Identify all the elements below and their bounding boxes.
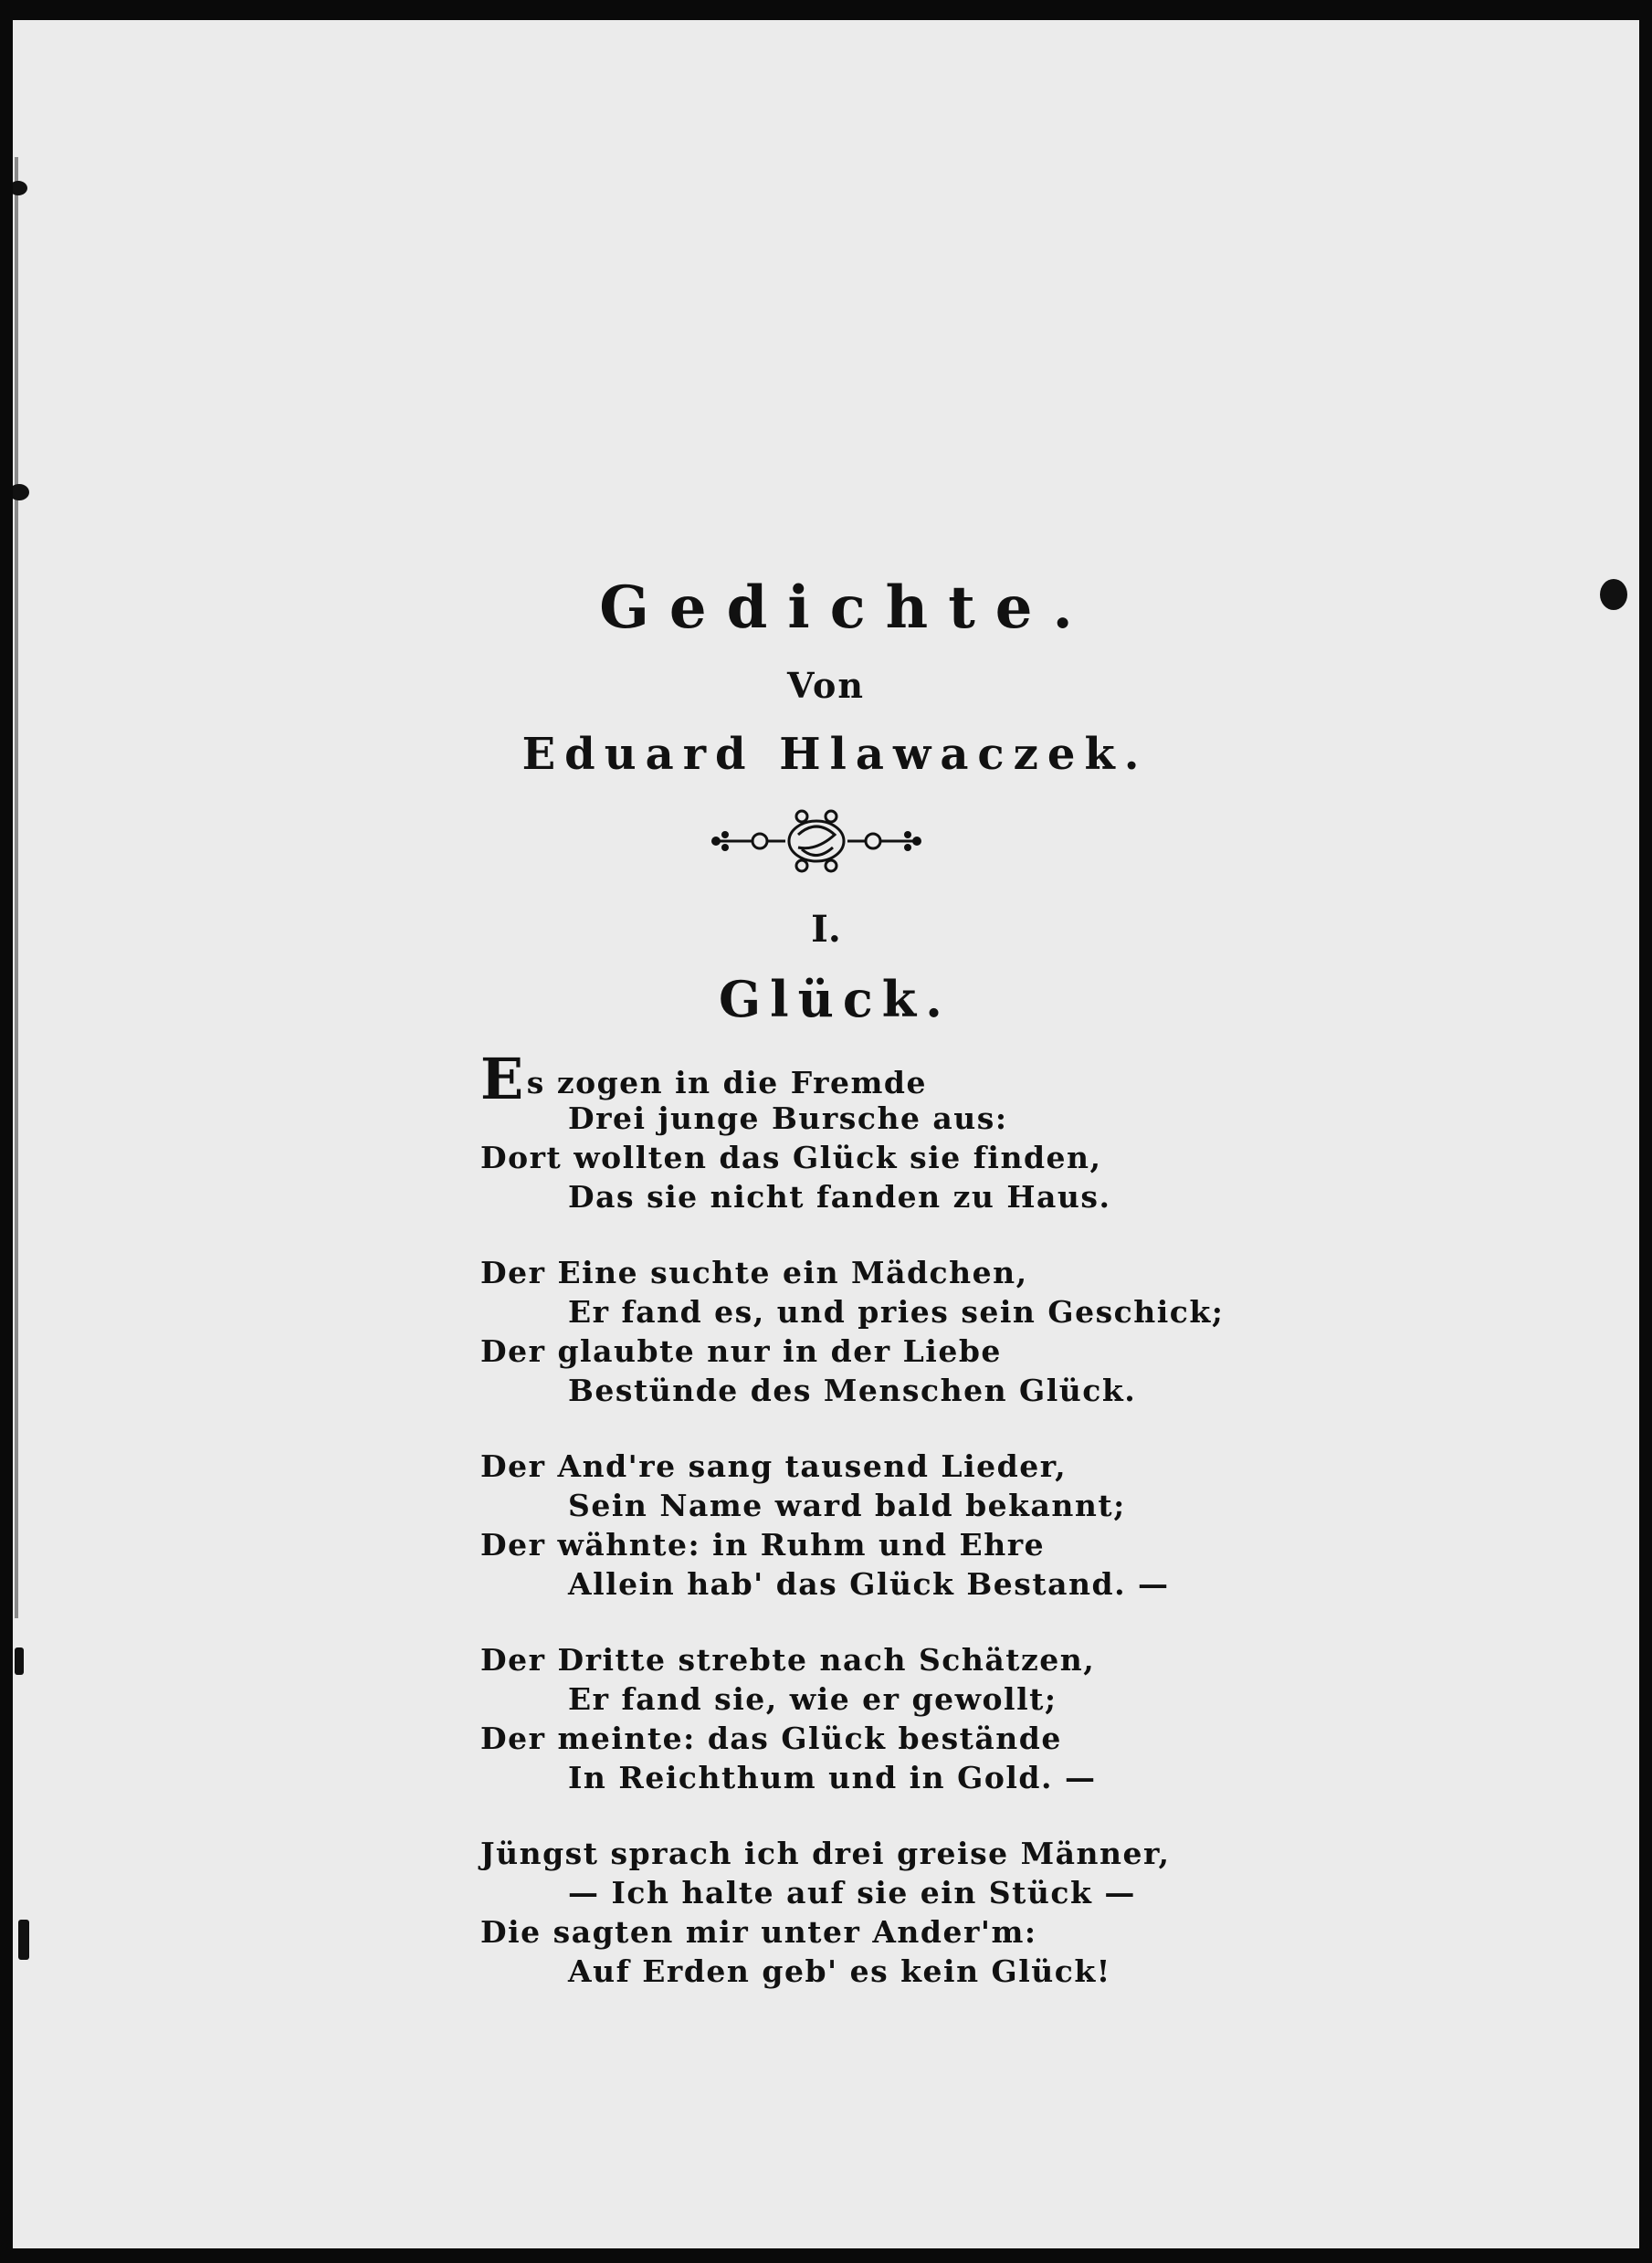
book-page <box>13 20 1639 2248</box>
poem-line: Jüngst sprach ich drei greise Männer, <box>480 1836 1171 1871</box>
poem-line-text: s zogen in die Fremde <box>526 1065 927 1100</box>
poem-line: Das sie nicht fanden zu Haus. <box>568 1179 1111 1215</box>
stanza <box>480 1640 1211 1797</box>
poem-line: In Reichthum und in Gold. — <box>568 1760 1097 1795</box>
poem-line: Sein Name ward bald bekannt; <box>568 1488 1126 1523</box>
stanza <box>480 1447 1211 1604</box>
byline: Von <box>787 665 865 706</box>
author-name: Eduard Hlawaczek. <box>521 729 1149 780</box>
poem-body <box>480 1046 1225 2027</box>
poem-line: Bestünde des Menschen Glück. <box>568 1373 1137 1408</box>
poem-line <box>480 1046 1211 1112</box>
margin-mark <box>18 1920 29 1960</box>
stanza <box>480 1834 1211 1991</box>
margin-mark <box>13 484 29 500</box>
poem-line: Der Eine suchte ein Mädchen, <box>480 1255 1028 1290</box>
poem-line: Der meinte: das Glück bestände <box>480 1721 1062 1756</box>
poem-line: Er fand sie, wie er gewollt; <box>568 1681 1057 1717</box>
poem-line: Er fand es, und pries sein Geschick; <box>568 1294 1225 1330</box>
poem-line: Der Dritte strebte nach Schätzen, <box>480 1642 1096 1678</box>
poem-title: Glück. <box>719 970 952 1028</box>
poem-line: Der wähnte: in Ruhm und Ehre <box>480 1527 1046 1563</box>
poem-line: Dort wollten das Glück sie finden, <box>480 1140 1102 1175</box>
poem-line: Der And're sang tausend Lieder, <box>480 1448 1068 1484</box>
drop-initial: E <box>480 1046 525 1112</box>
binding-edge <box>15 157 18 1618</box>
poem-line: Der glaubte nur in der Liebe <box>480 1333 1002 1369</box>
ornament-divider <box>707 807 926 875</box>
poem-line: Die sagten mir unter Ander'm: <box>480 1914 1037 1950</box>
page-title: Gedichte. <box>599 574 1093 642</box>
poem-number: I. <box>811 908 841 951</box>
poem-line: Allein hab' das Glück Bestand. — <box>568 1566 1170 1602</box>
stanza <box>480 1253 1225 1410</box>
margin-mark <box>13 181 27 195</box>
stanza <box>480 1046 1211 1216</box>
poem-line: — Ich halte auf sie ein Stück — <box>568 1875 1136 1910</box>
margin-mark <box>15 1647 24 1675</box>
poem-line: Drei junge Bursche aus: <box>568 1100 1008 1136</box>
poem-line: Auf Erden geb' es kein Glück! <box>568 1953 1111 1989</box>
